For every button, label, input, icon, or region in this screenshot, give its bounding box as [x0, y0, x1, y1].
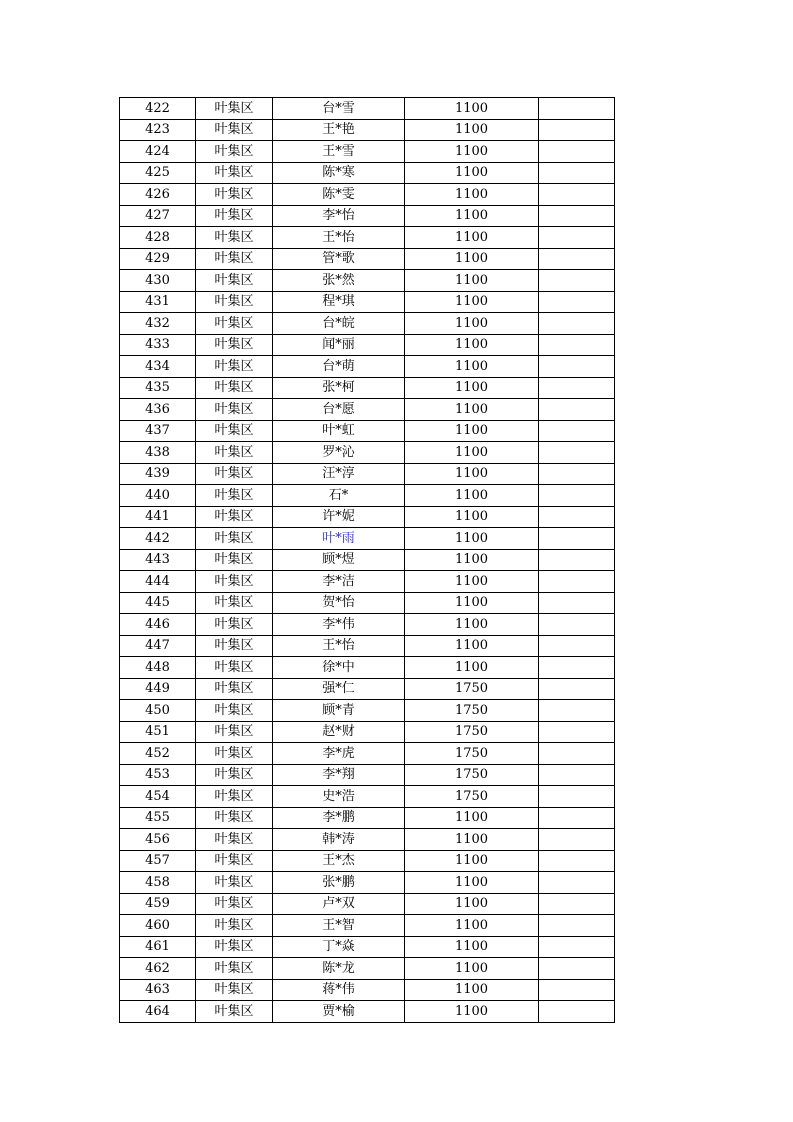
cell-note	[539, 98, 615, 120]
cell-district: 叶集区	[196, 678, 273, 700]
cell-amount: 1100	[405, 635, 539, 657]
table-row	[120, 850, 615, 872]
cell-name: 李*怡	[273, 205, 405, 227]
cell-amount: 1100	[405, 162, 539, 184]
cell-name: 李*洁	[273, 571, 405, 593]
cell-name: 李*翔	[273, 764, 405, 786]
cell-note	[539, 528, 615, 550]
cell-note	[539, 678, 615, 700]
cell-note	[539, 743, 615, 765]
cell-name: 李*虎	[273, 743, 405, 765]
cell-district: 叶集区	[196, 850, 273, 872]
cell-serial-number: 459	[120, 893, 196, 915]
cell-name: 蒋*伟	[273, 979, 405, 1001]
cell-serial-number: 442	[120, 528, 196, 550]
cell-district: 叶集区	[196, 356, 273, 378]
cell-note	[539, 485, 615, 507]
cell-name: 王*怡	[273, 227, 405, 249]
table-row	[120, 936, 615, 958]
table-row	[120, 549, 615, 571]
table-row	[120, 700, 615, 722]
cell-serial-number: 456	[120, 829, 196, 851]
cell-note	[539, 356, 615, 378]
cell-serial-number: 427	[120, 205, 196, 227]
cell-district: 叶集区	[196, 571, 273, 593]
cell-serial-number: 436	[120, 399, 196, 421]
cell-amount: 1100	[405, 829, 539, 851]
cell-serial-number: 441	[120, 506, 196, 528]
cell-district: 叶集区	[196, 893, 273, 915]
cell-district: 叶集区	[196, 442, 273, 464]
cell-district: 叶集区	[196, 743, 273, 765]
cell-amount: 1100	[405, 227, 539, 249]
cell-amount: 1100	[405, 657, 539, 679]
cell-note	[539, 184, 615, 206]
cell-amount: 1100	[405, 399, 539, 421]
cell-serial-number: 433	[120, 334, 196, 356]
cell-district: 叶集区	[196, 420, 273, 442]
table-row	[120, 399, 615, 421]
cell-serial-number: 462	[120, 958, 196, 980]
cell-district: 叶集区	[196, 915, 273, 937]
cell-district: 叶集区	[196, 313, 273, 335]
cell-amount: 1750	[405, 786, 539, 808]
cell-amount: 1100	[405, 270, 539, 292]
cell-amount: 1100	[405, 334, 539, 356]
cell-name: 李*鹏	[273, 807, 405, 829]
cell-district: 叶集区	[196, 807, 273, 829]
cell-note	[539, 248, 615, 270]
cell-amount: 1100	[405, 592, 539, 614]
cell-amount: 1750	[405, 700, 539, 722]
cell-note	[539, 764, 615, 786]
cell-serial-number: 454	[120, 786, 196, 808]
cell-amount: 1100	[405, 936, 539, 958]
cell-name: 张*柯	[273, 377, 405, 399]
cell-serial-number: 432	[120, 313, 196, 335]
table-row	[120, 291, 615, 313]
cell-note	[539, 119, 615, 141]
table-row	[120, 162, 615, 184]
cell-serial-number: 424	[120, 141, 196, 163]
cell-name: 叶*雨	[273, 528, 405, 550]
cell-district: 叶集区	[196, 485, 273, 507]
table-row	[120, 893, 615, 915]
cell-serial-number: 439	[120, 463, 196, 485]
cell-district: 叶集区	[196, 721, 273, 743]
cell-amount: 1100	[405, 958, 539, 980]
cell-amount: 1100	[405, 528, 539, 550]
cell-amount: 1100	[405, 291, 539, 313]
cell-serial-number: 430	[120, 270, 196, 292]
cell-amount: 1100	[405, 356, 539, 378]
cell-serial-number: 426	[120, 184, 196, 206]
cell-district: 叶集区	[196, 700, 273, 722]
table-row	[120, 958, 615, 980]
table-row	[120, 657, 615, 679]
cell-serial-number: 445	[120, 592, 196, 614]
cell-district: 叶集区	[196, 829, 273, 851]
table-row	[120, 227, 615, 249]
cell-note	[539, 592, 615, 614]
cell-amount: 1100	[405, 893, 539, 915]
cell-serial-number: 423	[120, 119, 196, 141]
cell-serial-number: 453	[120, 764, 196, 786]
cell-district: 叶集区	[196, 872, 273, 894]
cell-note	[539, 721, 615, 743]
cell-serial-number: 448	[120, 657, 196, 679]
cell-note	[539, 291, 615, 313]
cell-note	[539, 463, 615, 485]
table-row	[120, 635, 615, 657]
cell-serial-number: 440	[120, 485, 196, 507]
cell-district: 叶集区	[196, 184, 273, 206]
cell-name: 强*仁	[273, 678, 405, 700]
table-row	[120, 979, 615, 1001]
cell-district: 叶集区	[196, 786, 273, 808]
cell-amount: 1100	[405, 872, 539, 894]
table-row	[120, 1001, 615, 1023]
cell-note	[539, 270, 615, 292]
cell-serial-number: 428	[120, 227, 196, 249]
cell-name: 韩*涛	[273, 829, 405, 851]
table-row	[120, 915, 615, 937]
cell-name: 台*皖	[273, 313, 405, 335]
cell-amount: 1100	[405, 442, 539, 464]
cell-note	[539, 915, 615, 937]
table-row	[120, 592, 615, 614]
table-row	[120, 571, 615, 593]
cell-district: 叶集区	[196, 592, 273, 614]
cell-district: 叶集区	[196, 958, 273, 980]
cell-note	[539, 700, 615, 722]
cell-serial-number: 446	[120, 614, 196, 636]
cell-note	[539, 205, 615, 227]
table-row	[120, 119, 615, 141]
cell-district: 叶集区	[196, 141, 273, 163]
table-row	[120, 313, 615, 335]
cell-district: 叶集区	[196, 270, 273, 292]
cell-name: 王*智	[273, 915, 405, 937]
cell-note	[539, 829, 615, 851]
cell-name: 丁*焱	[273, 936, 405, 958]
cell-amount: 1100	[405, 377, 539, 399]
cell-name: 顾*煜	[273, 549, 405, 571]
cell-district: 叶集区	[196, 98, 273, 120]
cell-amount: 1100	[405, 205, 539, 227]
cell-amount: 1100	[405, 1001, 539, 1023]
cell-district: 叶集区	[196, 463, 273, 485]
cell-amount: 1100	[405, 463, 539, 485]
table-row	[120, 420, 615, 442]
cell-name: 石*	[273, 485, 405, 507]
cell-serial-number: 461	[120, 936, 196, 958]
cell-district: 叶集区	[196, 635, 273, 657]
cell-name: 赵*财	[273, 721, 405, 743]
cell-amount: 1100	[405, 571, 539, 593]
table-row	[120, 614, 615, 636]
cell-name: 张*然	[273, 270, 405, 292]
table-row	[120, 270, 615, 292]
cell-district: 叶集区	[196, 377, 273, 399]
data-table	[119, 97, 615, 1023]
cell-amount: 1750	[405, 743, 539, 765]
table-row	[120, 334, 615, 356]
cell-district: 叶集区	[196, 227, 273, 249]
cell-note	[539, 141, 615, 163]
cell-amount: 1100	[405, 850, 539, 872]
cell-amount: 1750	[405, 678, 539, 700]
cell-amount: 1100	[405, 98, 539, 120]
cell-amount: 1750	[405, 764, 539, 786]
cell-name: 罗*沁	[273, 442, 405, 464]
table-row	[120, 807, 615, 829]
cell-serial-number: 422	[120, 98, 196, 120]
cell-note	[539, 420, 615, 442]
table-row	[120, 678, 615, 700]
cell-amount: 1100	[405, 915, 539, 937]
cell-district: 叶集区	[196, 205, 273, 227]
cell-name: 徐*中	[273, 657, 405, 679]
cell-serial-number: 447	[120, 635, 196, 657]
cell-serial-number: 438	[120, 442, 196, 464]
cell-district: 叶集区	[196, 334, 273, 356]
cell-name: 顾*青	[273, 700, 405, 722]
cell-amount: 1100	[405, 184, 539, 206]
table-row	[120, 829, 615, 851]
cell-serial-number: 463	[120, 979, 196, 1001]
cell-serial-number: 455	[120, 807, 196, 829]
table-row	[120, 442, 615, 464]
cell-note	[539, 442, 615, 464]
cell-amount: 1100	[405, 141, 539, 163]
cell-amount: 1100	[405, 420, 539, 442]
cell-district: 叶集区	[196, 248, 273, 270]
cell-serial-number: 464	[120, 1001, 196, 1023]
cell-amount: 1100	[405, 248, 539, 270]
table-row	[120, 872, 615, 894]
cell-serial-number: 452	[120, 743, 196, 765]
cell-district: 叶集区	[196, 162, 273, 184]
cell-note	[539, 657, 615, 679]
cell-district: 叶集区	[196, 528, 273, 550]
table-row	[120, 184, 615, 206]
cell-note	[539, 334, 615, 356]
subsidy-list-table	[119, 97, 614, 1023]
table-row	[120, 98, 615, 120]
cell-amount: 1100	[405, 485, 539, 507]
cell-serial-number: 431	[120, 291, 196, 313]
cell-district: 叶集区	[196, 549, 273, 571]
cell-district: 叶集区	[196, 119, 273, 141]
cell-name: 汪*淳	[273, 463, 405, 485]
cell-name: 陈*龙	[273, 958, 405, 980]
cell-district: 叶集区	[196, 614, 273, 636]
cell-amount: 1100	[405, 119, 539, 141]
cell-name: 台*萌	[273, 356, 405, 378]
cell-note	[539, 786, 615, 808]
cell-amount: 1750	[405, 721, 539, 743]
cell-serial-number: 457	[120, 850, 196, 872]
table-row	[120, 485, 615, 507]
table-row	[120, 721, 615, 743]
cell-name: 台*愿	[273, 399, 405, 421]
cell-name: 陈*寒	[273, 162, 405, 184]
cell-name: 管*歌	[273, 248, 405, 270]
table-body	[120, 98, 615, 1023]
cell-name: 台*雪	[273, 98, 405, 120]
cell-serial-number: 460	[120, 915, 196, 937]
cell-name: 闻*丽	[273, 334, 405, 356]
cell-district: 叶集区	[196, 657, 273, 679]
cell-amount: 1100	[405, 614, 539, 636]
cell-serial-number: 437	[120, 420, 196, 442]
table-row	[120, 248, 615, 270]
cell-serial-number: 449	[120, 678, 196, 700]
cell-note	[539, 807, 615, 829]
cell-note	[539, 958, 615, 980]
cell-note	[539, 979, 615, 1001]
cell-serial-number: 443	[120, 549, 196, 571]
cell-name: 王*怡	[273, 635, 405, 657]
cell-serial-number: 434	[120, 356, 196, 378]
cell-note	[539, 893, 615, 915]
cell-amount: 1100	[405, 549, 539, 571]
cell-district: 叶集区	[196, 936, 273, 958]
cell-district: 叶集区	[196, 506, 273, 528]
cell-note	[539, 614, 615, 636]
table-row	[120, 463, 615, 485]
cell-note	[539, 549, 615, 571]
cell-note	[539, 506, 615, 528]
cell-name: 史*浩	[273, 786, 405, 808]
cell-note	[539, 936, 615, 958]
cell-note	[539, 227, 615, 249]
cell-note	[539, 635, 615, 657]
cell-amount: 1100	[405, 807, 539, 829]
cell-name: 贾*榆	[273, 1001, 405, 1023]
cell-district: 叶集区	[196, 979, 273, 1001]
cell-serial-number: 444	[120, 571, 196, 593]
cell-name: 王*雪	[273, 141, 405, 163]
cell-name: 王*杰	[273, 850, 405, 872]
cell-district: 叶集区	[196, 399, 273, 421]
cell-district: 叶集区	[196, 291, 273, 313]
cell-name: 张*鹏	[273, 872, 405, 894]
cell-name: 王*艳	[273, 119, 405, 141]
cell-serial-number: 450	[120, 700, 196, 722]
cell-amount: 1100	[405, 506, 539, 528]
table-row	[120, 205, 615, 227]
cell-serial-number: 429	[120, 248, 196, 270]
cell-district: 叶集区	[196, 764, 273, 786]
cell-name: 许*妮	[273, 506, 405, 528]
cell-note	[539, 1001, 615, 1023]
cell-note	[539, 377, 615, 399]
table-row	[120, 764, 615, 786]
table-row	[120, 528, 615, 550]
cell-serial-number: 425	[120, 162, 196, 184]
cell-name: 贺*怡	[273, 592, 405, 614]
cell-amount: 1100	[405, 979, 539, 1001]
cell-note	[539, 162, 615, 184]
cell-note	[539, 850, 615, 872]
cell-district: 叶集区	[196, 1001, 273, 1023]
cell-amount: 1100	[405, 313, 539, 335]
table-row	[120, 743, 615, 765]
cell-name: 程*琪	[273, 291, 405, 313]
cell-name: 李*伟	[273, 614, 405, 636]
cell-note	[539, 399, 615, 421]
cell-note	[539, 571, 615, 593]
cell-note	[539, 313, 615, 335]
cell-serial-number: 435	[120, 377, 196, 399]
table-row	[120, 141, 615, 163]
cell-note	[539, 872, 615, 894]
cell-serial-number: 451	[120, 721, 196, 743]
cell-name: 卢*双	[273, 893, 405, 915]
table-row	[120, 506, 615, 528]
table-row	[120, 377, 615, 399]
cell-name: 叶*虹	[273, 420, 405, 442]
cell-serial-number: 458	[120, 872, 196, 894]
table-row	[120, 356, 615, 378]
table-row	[120, 786, 615, 808]
cell-name: 陈*雯	[273, 184, 405, 206]
